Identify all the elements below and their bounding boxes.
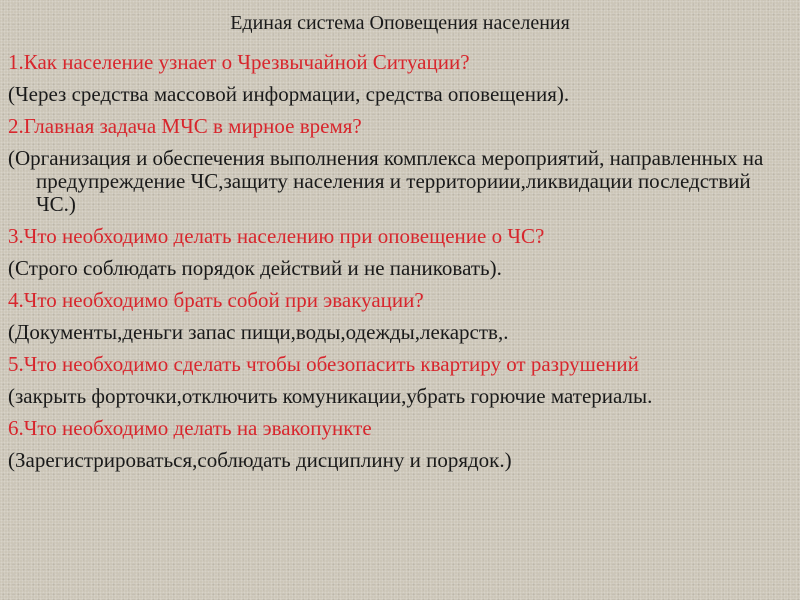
answer-1: (Через средства массовой информации, средства оповещения). — [8, 82, 570, 106]
question-1: 1.Как население узнает о Чрезвычайной Ситуации? — [8, 50, 470, 74]
question-4: 4.Что необходимо брать собой при эвакуации? — [8, 288, 424, 312]
answer-5: (закрыть форточки,отключить комуникации,убрать горючие материалы. — [8, 384, 653, 408]
question-2: 2.Главная задача МЧС в мирное время? — [8, 114, 362, 138]
answer-2: (Организация и обеспечения выполнения комплекса мероприятий, направленных на предупреждение ЧС,защиту населения и территориии,ликвидации последствий ЧС.) — [8, 146, 764, 216]
slide-title: Единая система Оповещения населения — [230, 12, 570, 34]
answer-3: (Строго соблюдать порядок действий и не паниковать). — [8, 256, 502, 280]
qa-list — [8, 51, 792, 472]
answer-6: (Зарегистрироваться,соблюдать дисциплину и порядок.) — [8, 448, 512, 472]
question-5: 5.Что необходимо сделать чтобы обезопасить квартиру от разрушений — [8, 352, 639, 376]
answer-4: (Документы,деньги запас пищи,воды,одежды,лекарств,. — [8, 320, 509, 344]
question-6: 6.Что необходимо делать на эвакопункте — [8, 416, 372, 440]
question-3: 3.Что необходимо делать населению при оповещение о ЧС? — [8, 224, 545, 248]
